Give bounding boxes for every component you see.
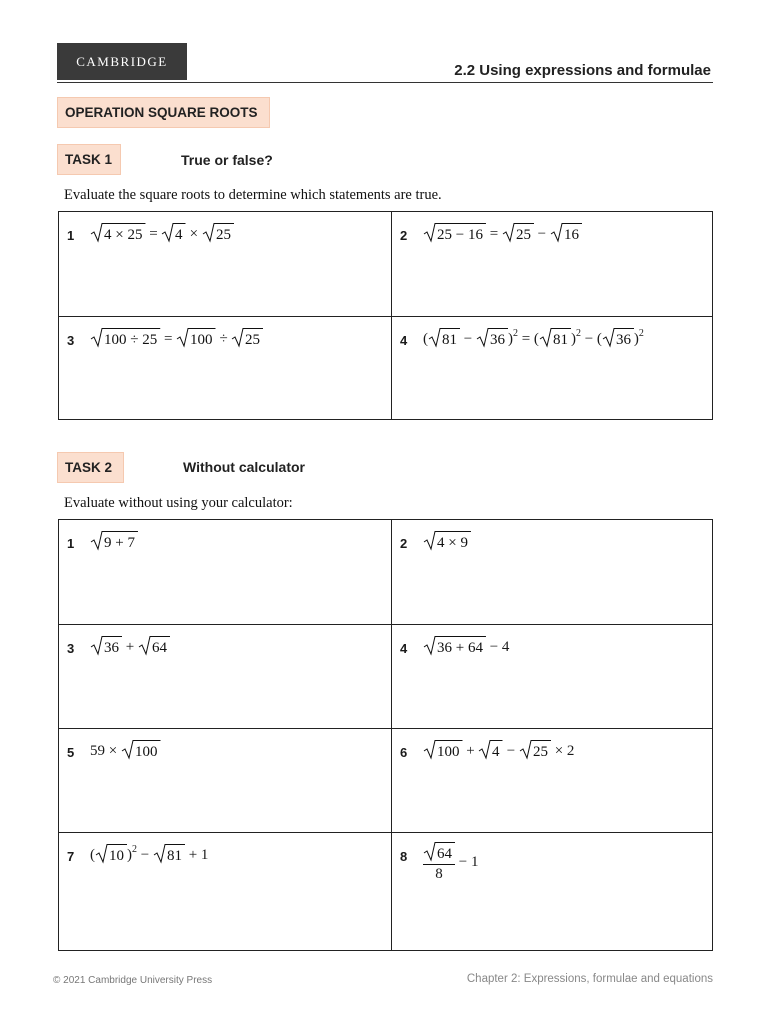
math-expression — [423, 530, 471, 551]
denominator: 8 — [435, 866, 443, 882]
math-expression — [423, 635, 509, 656]
radicand: 9 + 7 — [104, 535, 135, 551]
radicand: 100 — [190, 332, 213, 348]
radicand: 16 — [563, 227, 579, 243]
radicand: 25 — [532, 744, 548, 760]
radicand: 100 — [134, 744, 158, 760]
math-text: − 1 — [455, 853, 479, 870]
question-number: 6 — [400, 745, 408, 760]
math-expression — [90, 843, 208, 864]
radicand: 10 — [109, 848, 124, 864]
sqrt-symbol — [519, 739, 551, 760]
fraction — [423, 841, 455, 882]
math-expression — [423, 327, 644, 348]
sqrt-symbol — [90, 635, 122, 656]
task1-instruction: Evaluate the square roots to determine which statements are true. — [64, 187, 442, 203]
radicand: 36 — [615, 332, 631, 348]
math-expression — [423, 739, 574, 760]
task2-cell-3 — [59, 625, 392, 729]
math-text: × — [185, 226, 202, 242]
radicand: 64 — [437, 846, 452, 862]
chapter-footer: Chapter 2: Expressions, formulae and equations — [466, 973, 713, 985]
math-text: ( — [423, 331, 428, 347]
math-text: × 2 — [550, 743, 575, 759]
math-text: + 1 — [184, 847, 209, 863]
question-number: 1 — [67, 228, 75, 243]
radicand: 25 − 16 — [437, 227, 483, 243]
question-number: 3 — [67, 641, 75, 656]
task2-instruction: Evaluate without using your calculator: — [64, 495, 293, 511]
radicand: 4 × 25 — [104, 227, 143, 243]
task2-cell-5 — [59, 729, 392, 833]
task1-title: True or false? — [181, 152, 273, 168]
sqrt-symbol — [161, 222, 186, 243]
question-number: 4 — [400, 333, 408, 348]
sqrt-symbol — [423, 739, 463, 760]
math-text: − — [502, 743, 519, 759]
math-text: ( — [90, 847, 95, 863]
sqrt-symbol — [153, 843, 185, 864]
math-text: − ( — [580, 331, 602, 347]
math-text: ) — [507, 331, 513, 347]
sqrt-symbol — [476, 327, 508, 348]
task1-label — [57, 144, 121, 175]
operation-label — [57, 97, 270, 128]
logo-text: CAMBRIDGE — [76, 53, 168, 69]
radicand: 25 — [215, 227, 231, 243]
math-expression — [90, 739, 160, 760]
sqrt-symbol — [90, 222, 145, 243]
sqrt-symbol — [138, 635, 170, 656]
radicand: 4 — [492, 744, 500, 760]
radicand: 81 — [552, 332, 568, 348]
math-text: = ( — [517, 331, 539, 347]
math-expression — [423, 843, 478, 882]
question-number: 1 — [67, 536, 75, 551]
math-text: − 4 — [485, 639, 510, 655]
radicand: 25 — [245, 332, 261, 348]
radicand: 4 — [175, 227, 183, 243]
question-number: 2 — [400, 228, 408, 243]
radicand: 100 — [437, 744, 460, 760]
sqrt-symbol — [539, 327, 571, 348]
math-text: 59 × — [90, 743, 121, 759]
question-number: 4 — [400, 641, 408, 656]
sqrt-symbol — [550, 222, 582, 243]
question-number: 3 — [67, 333, 75, 348]
radicand: 4 × 9 — [437, 535, 468, 551]
math-expression — [90, 635, 170, 656]
radicand: 36 — [104, 640, 119, 656]
math-text: ) — [570, 331, 576, 347]
sqrt-symbol — [90, 327, 160, 348]
radicand: 64 — [151, 640, 167, 656]
section-title: 2.2 Using expressions and formulae — [454, 62, 711, 79]
task2-table — [58, 519, 713, 951]
math-expression — [90, 530, 138, 551]
cambridge-logo — [57, 43, 187, 80]
math-text: = — [485, 226, 502, 242]
question-number: 8 — [400, 849, 408, 864]
task1-table — [58, 211, 713, 420]
radicand: 25 — [515, 227, 531, 243]
math-text: = — [145, 226, 162, 242]
question-number: 5 — [67, 745, 75, 760]
radicand: 100 ÷ 25 — [104, 332, 158, 348]
task1-cell-4 — [392, 317, 712, 419]
math-text: + — [122, 639, 138, 655]
math-expression — [90, 327, 263, 348]
sqrt-symbol — [423, 222, 486, 243]
task1-cell-3 — [59, 317, 392, 419]
header-rule — [57, 82, 713, 83]
sqrt-symbol — [478, 739, 503, 760]
math-text: − — [137, 847, 153, 863]
exponent: 2 — [638, 328, 644, 339]
task2-cell-8 — [392, 833, 712, 950]
task2-cell-4 — [392, 625, 712, 729]
task2-cell-7 — [59, 833, 392, 950]
math-text: − — [460, 331, 476, 347]
sqrt-symbol — [202, 222, 234, 243]
math-text: − — [533, 226, 550, 242]
radicand: 36 + 64 — [437, 640, 483, 656]
sqrt-symbol — [502, 222, 534, 243]
task1-cell-1 — [59, 212, 392, 317]
task2-cell-2 — [392, 520, 712, 625]
sqrt-symbol — [423, 635, 486, 656]
question-number: 2 — [400, 536, 408, 551]
math-text: ÷ — [215, 331, 232, 347]
sqrt-symbol — [176, 327, 216, 348]
copyright-text: © 2021 Cambridge University Press — [53, 975, 213, 986]
sqrt-symbol — [423, 841, 455, 862]
sqrt-symbol — [90, 530, 138, 551]
operation-label-text: OPERATION SQUARE ROOTS — [65, 105, 258, 120]
radicand: 81 — [166, 848, 182, 864]
math-text: + — [462, 743, 479, 759]
sqrt-symbol — [95, 843, 127, 864]
sqrt-symbol — [602, 327, 634, 348]
task2-label — [57, 452, 124, 483]
exponent: 2 — [575, 328, 581, 339]
question-number: 7 — [67, 849, 75, 864]
math-expression — [423, 222, 582, 243]
math-text: = — [160, 331, 177, 347]
math-expression — [90, 222, 234, 243]
task2-label-text: TASK 2 — [65, 460, 113, 475]
task2-cell-1 — [59, 520, 392, 625]
math-text: ) — [127, 847, 132, 863]
sqrt-symbol — [428, 327, 460, 348]
exponent: 2 — [512, 328, 518, 339]
task1-label-text: TASK 1 — [65, 152, 113, 167]
math-text: ) — [633, 331, 639, 347]
sqrt-symbol — [423, 530, 471, 551]
sqrt-symbol — [231, 327, 263, 348]
radicand: 81 — [442, 332, 457, 348]
sqrt-symbol — [121, 739, 161, 760]
radicand: 36 — [489, 332, 505, 348]
exponent: 2 — [132, 844, 137, 855]
task1-cell-2 — [392, 212, 712, 317]
task2-cell-6 — [392, 729, 712, 833]
task2-title: Without calculator — [183, 459, 305, 475]
